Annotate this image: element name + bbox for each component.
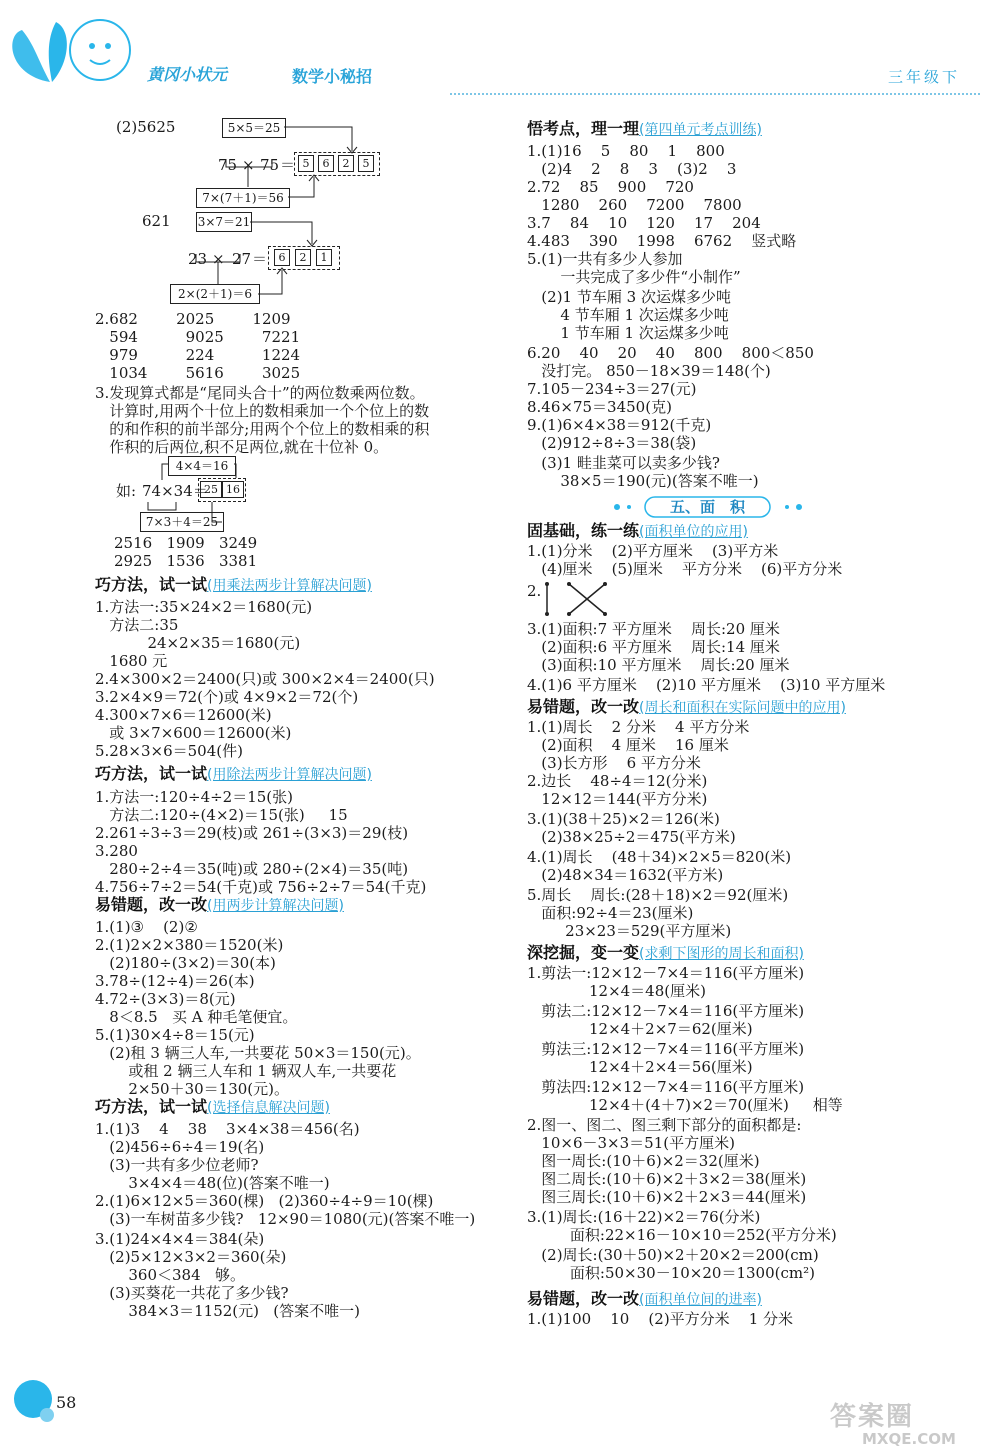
answer-line: (3)一共有多少位老师? (95, 1156, 259, 1174)
section-heading (95, 765, 372, 784)
answer-line: 方法二:120÷(4×2)＝15(张) 15 (95, 806, 348, 824)
answer-line: 2×50＋30＝130(元)。 (95, 1080, 289, 1098)
answer-line: 2516 1909 3249 (114, 534, 258, 552)
diagram-bottom-box: 7×3＋4＝25 (140, 512, 224, 532)
answer-line: 12×4＋(4＋7)×2＝70(厘米) 相等 (527, 1096, 843, 1114)
answer-line: 979 224 1224 (95, 346, 301, 364)
answer-line: (2)180÷(3×2)＝30(本) (95, 954, 276, 972)
answer-line: 1280 260 7200 7800 (527, 196, 742, 214)
answer-line: 面积:92÷4＝23(厘米) (527, 904, 694, 922)
answer-line: 360＜384 够。 (95, 1266, 245, 1284)
answer-line: 或租 2 辆三人车和 1 辆双人车,一共要花 (95, 1062, 397, 1080)
answer-line: 5.(1)一共有多少人参加 (527, 250, 683, 268)
answer-line: 3.78÷(12÷4)＝26(本) (95, 972, 255, 990)
answer-line: 剪法三:12×12－7×4＝116(平方厘米) (527, 1040, 805, 1058)
answer-line: 面积:22×16－10×10＝252(平方分米) (527, 1226, 837, 1244)
answer-line: 280÷2÷4＝35(吨)或 280÷(2×4)＝35(吨) (95, 860, 409, 878)
answer-line: (3)长方形 6 平方分米 (527, 754, 701, 772)
diagram-expr-b: 27 (232, 250, 252, 268)
diagram-label: 621 (142, 212, 171, 230)
diagram-eq: ＝ (252, 250, 268, 268)
answer-line: 1.方法一:120÷4÷2＝15(张) (95, 788, 294, 806)
diagram-expr: 74×34＝ (142, 482, 208, 500)
diagram-connector-lines (0, 210, 400, 310)
answer-line: 3.(1)24×4×4＝384(朵) (95, 1230, 265, 1248)
answer-line: 10×6－3×3＝51(平方厘米) (527, 1134, 735, 1152)
answer-line: (2)38×25÷2＝475(平方米) (527, 828, 736, 846)
diagram-expr-op: × (212, 250, 225, 268)
page-number-dot-small-icon (40, 1408, 54, 1422)
answer-line: 12×4＋2×7＝62(厘米) (527, 1020, 753, 1038)
answer-line: 作积的后两位,积不足两位,就在十位补 0。 (95, 438, 389, 456)
answer-line: 12×4＋2×4＝56(厘米) (527, 1058, 753, 1076)
section-title: 固基础，练一练 (527, 521, 640, 540)
answer-line: 计算时,用两个十位上的数相乘加一个个位上的数 (95, 402, 430, 420)
answer-line: 5.(1)30×4÷8＝15(元) (95, 1026, 255, 1044)
answer-line: 3.(1)周长:(16＋22)×2＝76(分米) (527, 1208, 761, 1226)
section-subtitle: (用两步计算解决问题) (207, 898, 344, 914)
answer-line: (4)厘米 (5)厘米 平方分米 (6)平方分米 (527, 560, 843, 578)
answer-line: 2.边长 48÷4＝12(分米) (527, 772, 708, 790)
answer-line: 4.300×7×6＝12600(米) (95, 706, 272, 724)
section-heading (527, 698, 846, 717)
answer-line: 8＜8.5 买 A 种毛笔便宜。 (95, 1008, 298, 1026)
diagram-top-box: 3×7＝21 (196, 212, 252, 232)
answer-line: (3)1 畦韭菜可以卖多少钱? (527, 454, 720, 472)
section-heading (527, 522, 748, 541)
answer-line: 3.发现算式都是“尾同头合十”的两位数乘两位数。 (95, 384, 425, 402)
section-heading (527, 120, 762, 139)
answer-line: (2)周长:(30＋50)×2＋20×2＝200(cm) (527, 1246, 819, 1264)
section-subtitle: (选择信息解决问题) (207, 1100, 330, 1116)
section-title: 易错题，改一改 (527, 697, 640, 716)
answer-line: (2)面积 4 厘米 16 厘米 (527, 736, 729, 754)
answer-line: 或 3×7×600＝12600(米) (95, 724, 292, 742)
answer-line: 594 9025 7221 (95, 328, 301, 346)
diagram-bottom-box: 2×(2＋1)＝6 (170, 284, 260, 304)
grade-label: 三年级下 (888, 68, 961, 86)
answer-line: 剪法四:12×12－7×4＝116(平方厘米) (527, 1078, 805, 1096)
diagram-prefix: 如: (116, 482, 137, 500)
answer-line: 方法二:35 (95, 616, 179, 634)
section-heading (95, 576, 372, 595)
answer-line: 9.(1)6×4×38＝912(千克) (527, 416, 712, 434)
answer-line: (3)一车树苗多少钱? 12×90＝1080(元)(答案不唯一) (95, 1210, 476, 1228)
answer-line: 1.(1)3 4 38 3×4×38＝456(名) (95, 1120, 360, 1138)
section-heading (95, 896, 344, 915)
answer-line: 3.(1)面积:7 平方厘米 周长:20 厘米 (527, 620, 780, 638)
answer-line: 1 节车厢 1 次运煤多少吨 (527, 324, 729, 342)
answer-line: (2)912÷8÷3＝38(袋) (527, 434, 697, 452)
answer-line: 23×23＝529(平方厘米) (527, 922, 732, 940)
page-header (0, 0, 1000, 110)
answer-line: 6.20 40 20 40 800 800＜850 (527, 344, 814, 362)
answer-line: 的和作积的前半部分;用两个个位上的数相乘的积 (95, 420, 430, 438)
diagram-connector-lines (0, 450, 400, 540)
answer-line: 1.(1)16 5 80 1 800 (527, 142, 725, 160)
answer-line: (2)5×12×3×2＝360(朵) (95, 1248, 287, 1266)
answer-line: 图二周长:(10＋6)×2＋3×2＝38(厘米) (527, 1170, 807, 1188)
answer-line: 38×5＝190(元)(答案不唯一) (527, 472, 759, 490)
answer-line: 1.剪法一:12×12－7×4＝116(平方厘米) (527, 964, 805, 982)
page-number: 58 (56, 1393, 77, 1412)
answer-line: 2.4×300×2＝2400(只)或 300×2×4＝2400(只) (95, 670, 435, 688)
answer-line: 3.280 (95, 842, 138, 860)
answer-line: (2)48×34＝1632(平方米) (527, 866, 724, 884)
section-heading (527, 1290, 762, 1309)
answer-line: (3)面积:10 平方厘米 周长:20 厘米 (527, 656, 790, 674)
answer-line: 2925 1536 3381 (114, 552, 258, 570)
diagram-expr-a: 75 (218, 156, 238, 174)
answer-line: 5.28×3×6＝504(件) (95, 742, 243, 760)
answer-line: 剪法二:12×12－7×4＝116(平方厘米) (527, 1002, 805, 1020)
section-title: 深挖掘，变一变 (527, 943, 640, 962)
butterfly-logo-icon (0, 0, 140, 100)
answer-line: 7.105－234÷3＝27(元) (527, 380, 697, 398)
answer-line: 3.2×4×9＝72(个)或 4×9×2＝72(个) (95, 688, 359, 706)
header-divider (450, 93, 980, 95)
answer-line: 384×3＝1152(元) (答案不唯一) (95, 1302, 361, 1320)
section-heading (95, 1098, 330, 1117)
section-subtitle: (面积单位间的进率) (639, 1292, 762, 1308)
answer-line: 5.周长 周长:(28＋18)×2＝92(厘米) (527, 886, 789, 904)
answer-line: 24×2×35＝1680(元) (95, 634, 301, 652)
answer-line: 4.483 390 1998 6762 竖式略 (527, 232, 797, 250)
digit-cell: 6 (274, 249, 290, 266)
section-subtitle: (第四单元考点训练) (639, 122, 762, 138)
brand-name: 黄冈小状元 (147, 65, 228, 84)
answer-line: 3×4×4＝48(位)(答案不唯一) (95, 1174, 330, 1192)
digit-cell: 1 (316, 249, 332, 266)
diagram-top-box: 4×4＝16 (168, 456, 236, 476)
answer-line: 一共完成了多少件“小制作” (527, 268, 741, 286)
digit-cell: 25 (200, 481, 222, 498)
section-title: 巧方法，试一试 (95, 1097, 208, 1116)
section-title: 悟考点，理一理 (527, 119, 640, 138)
answer-line: 图三周长:(10＋6)×2＋2×3＝44(厘米) (527, 1188, 807, 1206)
answer-line: (3)买葵花一共花了多少钱? (95, 1284, 289, 1302)
unit-title-banner (605, 496, 810, 518)
digit-cell: 16 (222, 481, 244, 498)
answer-line: 没打完。 850－18×39＝148(个) (527, 362, 771, 380)
answer-line: 1.(1)周长 2 分米 4 平方分米 (527, 718, 750, 736)
answer-line: 图一周长:(10＋6)×2＝32(厘米) (527, 1152, 760, 1170)
answer-line: 2.682 2025 1209 (95, 310, 291, 328)
answer-line: 12×4＝48(厘米) (527, 982, 706, 1000)
section-subtitle: (用除法两步计算解决问题) (207, 767, 372, 783)
answer-line: 2.(1)6×12×5＝360(棵) (2)360÷4÷9＝10(棵) (95, 1192, 434, 1210)
section-subtitle: (求剩下图形的周长和面积) (639, 946, 804, 962)
section-title: 易错题，改一改 (527, 1289, 640, 1308)
answer-line: 2. (527, 582, 542, 600)
section-title: 易错题，改一改 (95, 895, 208, 914)
digit-cell: 5 (298, 155, 314, 172)
answer-line: 4.756÷7÷2＝54(千克)或 756÷2÷7＝54(千克) (95, 878, 427, 896)
digit-cell: 2 (338, 155, 354, 172)
answer-line: 4 节车厢 1 次运煤多少吨 (527, 306, 729, 324)
answer-line: (2)租 3 辆三人车,一共要花 50×3＝150(元)。 (95, 1044, 421, 1062)
diagram-bottom-box: 7×(7＋1)＝56 (196, 188, 290, 208)
answer-line: 4.(1)6 平方厘米 (2)10 平方厘米 (3)10 平方厘米 (527, 676, 886, 694)
answer-line: (2)1 节车厢 3 次运煤多少吨 (527, 288, 731, 306)
answer-line: 1.(1)③ (2)② (95, 918, 198, 936)
diagram-connector-lines (0, 115, 400, 225)
section-title: 巧方法，试一试 (95, 575, 208, 594)
answer-line: 3.(1)(38＋25)×2＝126(米) (527, 810, 720, 828)
answer-line: 2.图一、图二、图三剩下部分的面积都是: (527, 1116, 802, 1134)
answer-line: 3.7 84 10 120 17 204 (527, 214, 761, 232)
section-heading (527, 944, 804, 963)
diagram-top-box: 5×5＝25 (222, 118, 286, 138)
diagram-expr-b: 75 (260, 156, 280, 174)
answer-line: 1034 5616 3025 (95, 364, 301, 382)
answer-line: 1.方法一:35×24×2＝1680(元) (95, 598, 313, 616)
digit-cell: 6 (318, 155, 334, 172)
diagram-expr-a: 23 (188, 250, 208, 268)
answer-line: 12×12＝144(平方分米) (527, 790, 708, 808)
unit-title: 五、面 积 (669, 498, 745, 516)
matching-lines-figure (545, 580, 615, 620)
section-subtitle: (用乘法两步计算解决问题) (207, 578, 372, 594)
answer-line: 2.261÷3÷3＝29(枝)或 261÷(3×3)＝29(枝) (95, 824, 409, 842)
section-subtitle: (周长和面积在实际问题中的应用) (639, 700, 846, 716)
diagram-eq: ＝ (280, 156, 296, 174)
answer-line: 2.72 85 900 720 (527, 178, 694, 196)
diagram-expr-op: × (242, 156, 255, 174)
book-subtitle: 数学小秘招 (292, 67, 373, 86)
answer-line: 4.72÷(3×3)＝8(元) (95, 990, 236, 1008)
section-subtitle: (面积单位的应用) (639, 524, 748, 540)
answer-line: 4.(1)周长 (48＋34)×2×5＝820(米) (527, 848, 792, 866)
watermark-logo: 答案圈 (830, 1402, 915, 1432)
answer-line: 1.(1)100 10 (2)平方分米 1 分米 (527, 1310, 794, 1328)
answer-line: 8.46×75＝3450(克) (527, 398, 672, 416)
answer-line: 面积:50×30－10×20＝1300(cm²) (527, 1264, 815, 1282)
answer-line: 1680 元 (95, 652, 168, 670)
answer-line: (2)面积:6 平方厘米 周长:14 厘米 (527, 638, 780, 656)
section-title: 巧方法，试一试 (95, 764, 208, 783)
watermark-url: MXQE.COM (862, 1430, 956, 1448)
answer-line: 2.(1)2×2×380＝1520(米) (95, 936, 284, 954)
digit-cell: 5 (358, 155, 374, 172)
answer-line: (2)4 2 8 3 (3)2 3 (527, 160, 737, 178)
answer-line: 1.(1)分米 (2)平方厘米 (3)平方米 (527, 542, 779, 560)
digit-cell: 2 (295, 249, 311, 266)
diagram-label: (2)5625 (116, 118, 176, 136)
answer-line: (2)456÷6÷4＝19(名) (95, 1138, 265, 1156)
